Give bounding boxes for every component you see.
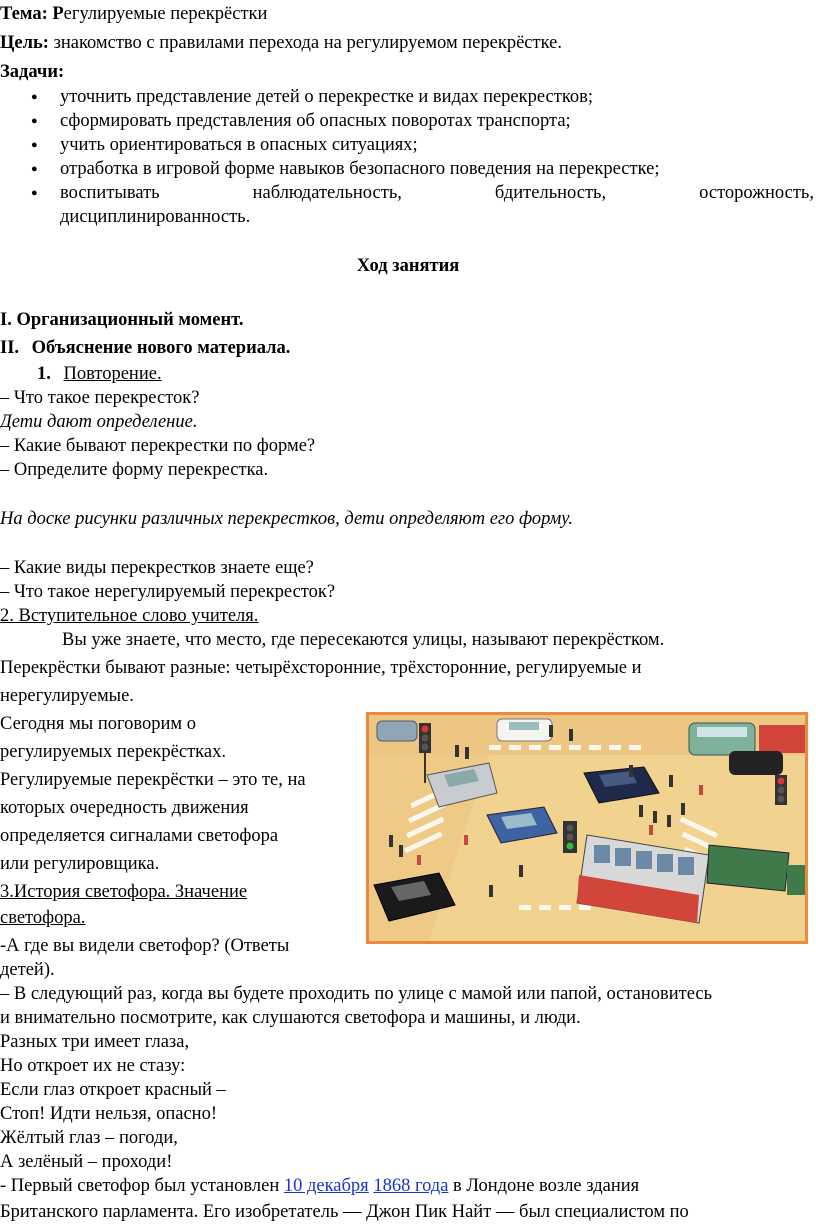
question-line: -А где вы видели светофор? (Ответы (0, 936, 290, 956)
topic-line (0, 2, 267, 27)
section-number: II. (0, 338, 20, 358)
poem-line: Но откроет их не стазу: (0, 1056, 186, 1076)
paragraph-line: и внимательно посмотрите, как слушаются светофора и машины, и люди. (0, 1008, 581, 1028)
paragraph-text: - Первый светофор был установлен (0, 1176, 284, 1196)
topic-text: егулируемые перекрёстки (63, 4, 268, 24)
goal-text: знакомство с правилами перехода на регулируемом перекрёстке. (48, 33, 562, 53)
question-line: – Какие бывают перекрестки по форме? (0, 436, 316, 456)
subheading-2: 2. Вступительное слово учителя. (0, 606, 259, 626)
poem-line: Жёлтый глаз – погоди, (0, 1128, 178, 1148)
question-line: детей). (0, 960, 55, 980)
subheading-1 (37, 362, 162, 387)
task5-word: наблюдательность, (252, 183, 402, 203)
poem-line: А зелёный – проходи! (0, 1152, 173, 1172)
year-link[interactable]: 1868 года (373, 1176, 449, 1196)
question-line: – Определите форму перекрестка. (0, 460, 269, 480)
section-text: Объяснение нового материала. (31, 338, 291, 358)
paragraph-line: определяется сигналами светофора (0, 826, 279, 846)
bullet-icon: ● (31, 115, 38, 127)
task-item-justified (60, 181, 814, 206)
task5-word: воспитывать (60, 183, 160, 203)
topic-first-letter: Р (52, 4, 64, 24)
paragraph-text: в Лондоне возле здания (448, 1176, 640, 1196)
topic-label: Тема: (0, 4, 48, 24)
task-item: учить ориентироваться в опасных ситуациях; (60, 135, 418, 155)
goal-label: Цель: (0, 33, 49, 53)
question-line: – Что такое перекресток? (0, 388, 200, 408)
task-item: сформировать представления об опасных поворотах транспорта; (60, 111, 571, 131)
subheading-3: 3.История светофора. Значение (0, 882, 248, 902)
note-line: Дети дают определение. (0, 412, 198, 432)
question-line: – Что такое нерегулируемый перекресток? (0, 582, 336, 602)
paragraph-line: Вы уже знаете, что место, где пересекаются улицы, называют перекрёстком. (62, 630, 665, 650)
poem-line: Разных три имеет глаза, (0, 1032, 190, 1052)
date-link[interactable]: 10 декабря (283, 1176, 369, 1196)
traffic-light-icon (775, 775, 787, 805)
question-line: – Какие виды перекрестков знаете еще? (0, 558, 314, 578)
paragraph-line: Британского парламента. Его изобретатель — Джон Пик Найт — был специалистом по (0, 1202, 689, 1222)
section-heading-2 (0, 336, 290, 361)
car-icon (377, 721, 417, 741)
task5-word: бдительность, (494, 183, 607, 203)
paragraph-line: которых очередность движения (0, 798, 249, 818)
paragraph-line: Регулируемые перекрёстки – это те, на (0, 770, 306, 790)
bullet-icon: ● (31, 139, 38, 151)
bullet-icon: ● (31, 163, 38, 175)
task5-word: осторожность, (699, 183, 814, 203)
intersection-image (369, 715, 805, 941)
traffic-light-icon (563, 821, 577, 853)
paragraph-line: Сегодня мы поговорим о (0, 714, 196, 734)
task-item-continued: дисциплинированность. (60, 207, 251, 227)
tasks-label: Задачи: (0, 62, 65, 82)
subheading-3-continued: светофора. (0, 908, 86, 928)
task-item: уточнить представление детей о перекрестке и видах перекрестков; (60, 87, 594, 107)
subheading-text: Повторение. (63, 364, 162, 384)
bullet-icon: ● (31, 91, 38, 103)
intersection-illustration (366, 712, 808, 944)
poem-line: Если глаз откроет красный – (0, 1080, 226, 1100)
task-item: отработка в игровой форме навыков безопасного поведения на перекрестке; (60, 159, 660, 179)
paragraph-line: – В следующий раз, когда вы будете проходить по улице с мамой или папой, остановитесь (0, 984, 713, 1004)
paragraph-line: или регулировщика. (0, 854, 160, 874)
bullet-icon: ● (31, 187, 38, 199)
paragraph-line-with-links (0, 1174, 639, 1199)
car-icon (729, 751, 783, 775)
paragraph-line: нерегулируемые. (0, 686, 134, 706)
subheading-number: 1. (37, 364, 51, 384)
note-line: На доске рисунки различных перекрестков, дети определяют его форму. (0, 509, 573, 529)
section-heading-1: I. Организационный момент. (0, 310, 244, 330)
van-icon (689, 723, 805, 755)
car-icon (497, 719, 552, 741)
paragraph-line: регулируемых перекрёстках. (0, 742, 226, 762)
poem-line: Стоп! Идти нельзя, опасно! (0, 1104, 217, 1124)
paragraph-line: Перекрёстки бывают разные: четырёхсторонние, трёхсторонние, регулируемые и (0, 658, 642, 678)
lesson-title: Ход занятия (356, 256, 460, 276)
goal-line (0, 31, 562, 56)
